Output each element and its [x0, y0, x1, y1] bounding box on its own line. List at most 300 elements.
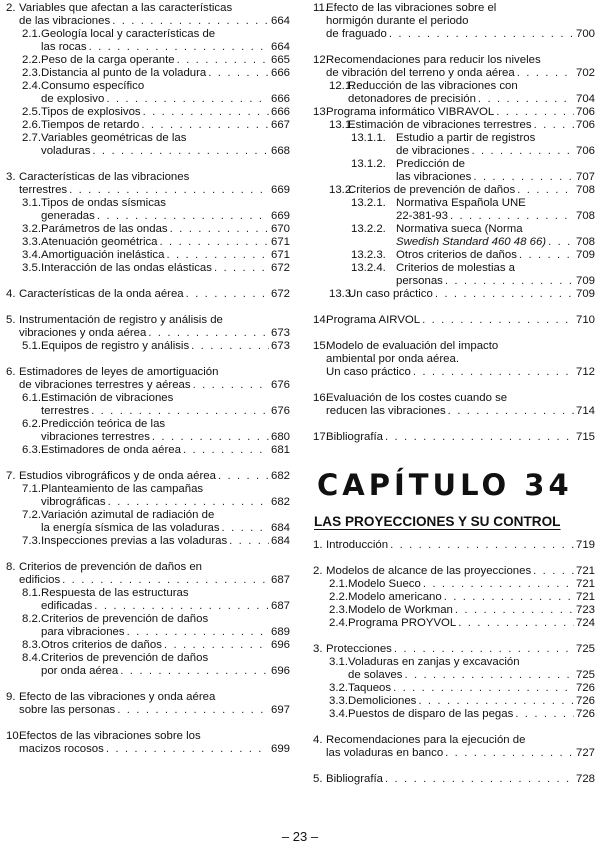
- toc-entry-number: 2.6.: [22, 119, 41, 131]
- toc-entry: [6, 509, 290, 535]
- toc-entry-number: 3.1.: [329, 656, 348, 668]
- toc-entry-text: Estimadores de leyes de amortiguación: [19, 366, 219, 378]
- toc-entry: [6, 197, 290, 223]
- chapter-subtitle: LAS PROYECCIONES Y SU CONTROL: [314, 514, 561, 529]
- toc-entry: [6, 236, 290, 249]
- dot-leader: [148, 327, 269, 340]
- toc-entry-text: Modelo Sueco: [348, 578, 421, 590]
- toc-entry-text: vibraciones y onda aérea: [19, 327, 147, 339]
- dot-leader: [418, 695, 574, 708]
- toc-entry: [6, 249, 290, 262]
- dot-leader: [496, 106, 574, 119]
- dot-leader: [515, 708, 574, 721]
- toc-entry-number: 3.3.: [329, 695, 348, 707]
- toc-entry-number: 2.1.: [22, 28, 41, 40]
- toc-entry: [313, 249, 595, 262]
- dot-leader: [389, 28, 574, 41]
- toc-entry-page: 682: [270, 496, 290, 508]
- toc-entry-page: 681: [270, 444, 290, 456]
- toc-entry-page: 680: [270, 431, 290, 443]
- toc-entry-page: 702: [575, 67, 595, 79]
- dot-leader: [117, 704, 269, 717]
- toc-entry-page: 699: [270, 743, 290, 755]
- toc-entry-text: Puestos de disparo de las pegas: [348, 708, 514, 720]
- dot-leader: [385, 431, 574, 444]
- toc-entry-text: Tipos de explosivos: [41, 106, 141, 118]
- toc-entry-page: 666: [270, 93, 290, 105]
- dot-leader: [458, 617, 574, 630]
- toc-entry-text: Swedish Standard 460 48 66): [396, 236, 547, 248]
- toc-entry-text: Bibliografía: [326, 431, 383, 443]
- dot-leader: [394, 643, 574, 656]
- dot-leader: [120, 665, 269, 678]
- toc-entry-number: 3.4.: [22, 249, 41, 261]
- toc-entry-text: Reducción de las vibraciones con: [348, 80, 518, 92]
- toc-entry-number: 7.: [6, 470, 16, 482]
- toc-entry-number: 2.3.: [22, 67, 41, 79]
- dot-leader: [534, 119, 574, 132]
- toc-entry: [6, 691, 290, 717]
- toc-entry: [6, 314, 290, 340]
- toc-entry-text: Peso de la carga operante: [41, 54, 175, 66]
- toc-entry: [313, 431, 595, 444]
- toc-entry-text: Normativa sueca (Norma: [396, 223, 523, 235]
- toc-entry-number: 4.: [6, 288, 16, 300]
- toc-entry-text: de vibraciones terrestres y aéreas: [19, 379, 191, 391]
- toc-entry-text: Efecto de las vibraciones sobre el: [326, 2, 497, 14]
- toc-entry-number: 2.5.: [22, 106, 41, 118]
- toc-entry-page: 710: [575, 314, 595, 326]
- toc-entry: [6, 262, 290, 275]
- dot-leader: [229, 535, 269, 548]
- toc-entry-text: Criterios de prevención de daños en: [19, 561, 202, 573]
- toc-entry: [313, 2, 595, 41]
- toc-entry: [313, 617, 595, 630]
- toc-entry: [6, 106, 290, 119]
- toc-entry-number: 11.: [313, 2, 328, 14]
- toc-entry-text: Consumo específico: [41, 80, 145, 92]
- toc-entry: [313, 565, 595, 578]
- toc-left-column: [6, 2, 290, 756]
- toc-entry-number: 13.2.3.: [351, 249, 386, 261]
- toc-entry-text: Programa PROYVOL: [348, 617, 457, 629]
- toc-entry-text: macizos rocosos: [19, 743, 104, 755]
- toc-entry-text: Instrumentación de registro y análisis de: [19, 314, 223, 326]
- dot-leader: [473, 171, 574, 184]
- toc-entry-number: 13.1.: [329, 119, 355, 131]
- toc-entry: [6, 613, 290, 639]
- toc-entry-text: edificadas: [41, 600, 93, 612]
- toc-entry-text: vibraciones terrestres: [41, 431, 150, 443]
- toc-entry-text: Criterios de prevención de daños: [348, 184, 516, 196]
- dot-leader: [222, 522, 269, 535]
- toc-entry-number: 2.: [6, 2, 16, 14]
- toc-entry-number: 8.4.: [22, 652, 41, 664]
- toc-entry-page: 664: [270, 15, 290, 27]
- toc-entry-number: 13.2.4.: [351, 262, 386, 274]
- toc-entry: [6, 2, 290, 28]
- toc-entry-text: Predicción de: [396, 158, 466, 170]
- toc-entry-page: 670: [270, 223, 290, 235]
- toc-entry-number: 10.: [6, 730, 22, 742]
- toc-entry-page: 723: [575, 604, 595, 616]
- toc-entry-page: 726: [575, 708, 595, 720]
- toc-entry-number: 8.1.: [22, 587, 41, 599]
- toc-entry-number: 13.3.: [329, 288, 355, 300]
- toc-entry: [313, 708, 595, 721]
- toc-entry: [313, 539, 595, 552]
- toc-entry-text: Recomendaciones para reducir los niveles: [326, 54, 541, 66]
- toc-entry-number: 2.1.: [329, 578, 348, 590]
- toc-entry-text: Demoliciones: [348, 695, 417, 707]
- toc-entry-text: sobre las personas: [19, 704, 116, 716]
- toc-entry-page: 709: [575, 249, 595, 261]
- toc-entry-number: 3.2.: [22, 223, 41, 235]
- toc-entry-number: 7.1.: [22, 483, 41, 495]
- toc-entry: [313, 392, 595, 418]
- toc-entry-text: Estimadores de onda aérea: [41, 444, 181, 456]
- dot-leader: [164, 639, 269, 652]
- dot-leader: [445, 747, 574, 760]
- toc-entry-text: Efectos de las vibraciones sobre los: [19, 730, 201, 742]
- toc-entry: [313, 54, 595, 80]
- toc-entry-page: 684: [270, 535, 290, 547]
- toc-entry-number: 4.: [313, 734, 323, 746]
- toc-entry: [6, 366, 290, 392]
- toc-entry-number: 5.: [313, 773, 323, 785]
- toc-entry-number: 6.2.: [22, 418, 41, 430]
- toc-entry-number: 12.1.: [329, 80, 355, 92]
- dot-leader: [166, 249, 269, 262]
- toc-entry-page: 715: [575, 431, 595, 443]
- toc-entry-number: 16.: [313, 392, 329, 404]
- toc-entry: [6, 340, 290, 353]
- toc-entry: [313, 604, 595, 617]
- dot-leader: [413, 366, 574, 379]
- toc-entry-text: de vibraciones: [396, 145, 470, 157]
- toc-entry-page: 708: [575, 236, 595, 248]
- toc-entry: [313, 184, 595, 197]
- toc-entry-text: para vibraciones: [41, 626, 125, 638]
- dot-leader: [152, 431, 269, 444]
- toc-entry-number: 3.4.: [329, 708, 348, 720]
- toc-entry-text: Otros criterios de daños: [396, 249, 517, 261]
- toc-entry-text: Planteamiento de las campañas: [41, 483, 204, 495]
- toc-entry-text: Un caso práctico: [326, 366, 411, 378]
- toc-entry-text: reducen las vibraciones: [326, 405, 446, 417]
- toc-entry-page: 704: [575, 93, 595, 105]
- dot-leader: [141, 119, 269, 132]
- dot-leader: [517, 184, 574, 197]
- toc-entry-text: Características de la onda aérea: [19, 288, 184, 300]
- toc-entry-page: 696: [270, 639, 290, 651]
- toc-entry: [6, 28, 290, 54]
- toc-entry-number: 8.2.: [22, 613, 41, 625]
- toc-entry-page: 666: [270, 106, 290, 118]
- toc-entry-page: 696: [270, 665, 290, 677]
- toc-entry-number: 13.2.2.: [351, 223, 386, 235]
- toc-entry-number: 6.3.: [22, 444, 41, 456]
- dot-leader: [422, 314, 574, 327]
- toc-entry-number: 3.: [313, 643, 323, 655]
- toc-entry: [313, 158, 595, 184]
- toc-entry: [313, 132, 595, 158]
- toc-entry-page: 726: [575, 695, 595, 707]
- toc-entry-text: Estimación de vibraciones terrestres: [348, 119, 532, 131]
- toc-entry-text: Introducción: [326, 539, 389, 551]
- chapter-heading: CAPÍTULO 34: [317, 468, 573, 502]
- toc-entry-page: 725: [575, 643, 595, 655]
- dot-leader: [177, 54, 269, 67]
- toc-entry-page: 684: [270, 522, 290, 534]
- toc-entry-text: Respuesta de las estructuras: [41, 587, 189, 599]
- toc-entry-text: edificios: [19, 574, 61, 586]
- dot-leader: [444, 591, 574, 604]
- toc-entry-text: Otros criterios de daños: [41, 639, 162, 651]
- toc-entry-text: Recomendaciones para la ejecución de: [326, 734, 526, 746]
- dot-leader: [143, 106, 269, 119]
- toc-entry-page: 672: [270, 262, 290, 274]
- dot-leader: [170, 223, 269, 236]
- dot-leader: [478, 93, 574, 106]
- toc-entry-page: 676: [270, 379, 290, 391]
- toc-entry-text: Estudios vibrográficos y de onda aérea: [19, 470, 216, 482]
- toc-entry-text: la energía sísmica de las voladuras: [41, 522, 220, 534]
- toc-entry-page: 727: [575, 747, 595, 759]
- toc-entry-text: Equipos de registro y análisis: [41, 340, 190, 352]
- toc-entry-text: Variación azimutal de radiación de: [41, 509, 215, 521]
- toc-entry: [6, 470, 290, 483]
- toc-entry: [313, 262, 595, 288]
- dot-leader: [471, 145, 574, 158]
- toc-entry-number: 7.3.: [22, 535, 41, 547]
- toc-entry-text: de explosivo: [41, 93, 105, 105]
- toc-entry-text: Modelo de Workman: [348, 604, 453, 616]
- toc-entry-page: 687: [270, 574, 290, 586]
- toc-entry-text: Predicción teórica de las: [41, 418, 166, 430]
- toc-entry-number: 2.4.: [329, 617, 348, 629]
- toc-entry: [313, 695, 595, 708]
- toc-entry: [6, 54, 290, 67]
- dot-leader: [445, 275, 574, 288]
- toc-entry: [313, 288, 595, 301]
- toc-entry-number: 5.1.: [22, 340, 41, 352]
- dot-leader: [97, 210, 269, 223]
- dot-leader: [91, 405, 269, 418]
- dot-leader: [191, 340, 269, 353]
- toc-entry-page: 709: [575, 288, 595, 300]
- dot-leader: [435, 288, 574, 301]
- toc-entry-text: Estimación de vibraciones: [41, 392, 174, 404]
- toc-entry-page: 676: [270, 405, 290, 417]
- toc-entry-number: 2.2.: [329, 591, 348, 603]
- dot-leader: [385, 773, 574, 786]
- toc-entry: [6, 483, 290, 509]
- toc-entry: [6, 639, 290, 652]
- toc-entry-number: 6.1.: [22, 392, 41, 404]
- dot-leader: [112, 15, 269, 28]
- toc-entry: [313, 682, 595, 695]
- toc-entry-text: de vibración del terreno y onda aérea: [326, 67, 515, 79]
- dot-leader: [423, 578, 574, 591]
- dot-leader: [127, 626, 269, 639]
- toc-entry: [313, 80, 595, 106]
- toc-entry-text: Modelos de alcance de las proyecciones: [326, 565, 532, 577]
- toc-entry-text: de fraguado: [326, 28, 387, 40]
- toc-entry: [6, 132, 290, 158]
- toc-entry-page: 697: [270, 704, 290, 716]
- toc-entry-text: Atenuación geométrica: [41, 236, 158, 248]
- toc-entry-text: Criterios de molestias a: [396, 262, 516, 274]
- toc-entry-text: hormigón durante el periodo: [326, 15, 469, 27]
- dot-leader: [92, 145, 269, 158]
- toc-entry-page: 706: [575, 106, 595, 118]
- toc-entry-number: 8.3.: [22, 639, 41, 651]
- toc-entry-number: 17.: [313, 431, 329, 443]
- toc-entry-number: 7.2.: [22, 509, 41, 521]
- page-number: – 23 –: [281, 829, 319, 844]
- toc-entry-text: Programa informático VIBRAVOL: [326, 106, 495, 118]
- toc-entry: [6, 67, 290, 80]
- toc-entry-number: 3.2.: [329, 682, 348, 694]
- toc-entry-number: 2.3.: [329, 604, 348, 616]
- toc-entry-text: Características de las vibraciones: [19, 171, 190, 183]
- toc-entry: [6, 392, 290, 418]
- toc-entry-number: 15.: [313, 340, 329, 352]
- dot-leader: [108, 496, 269, 509]
- toc-entry-text: ambiental por onda aérea.: [326, 353, 459, 365]
- toc-entry-page: 668: [270, 145, 290, 157]
- dot-leader: [448, 405, 574, 418]
- dot-leader: [106, 743, 269, 756]
- toc-entry-text: Variables geométricas de las: [41, 132, 187, 144]
- toc-entry-text: de las vibraciones: [19, 15, 111, 27]
- toc-entry-page: 700: [575, 28, 595, 40]
- dot-leader: [533, 565, 574, 578]
- toc-entry-page: 714: [575, 405, 595, 417]
- dot-leader: [450, 210, 574, 223]
- toc-entry-text: Parámetros de las ondas: [41, 223, 168, 235]
- toc-entry: [313, 106, 595, 119]
- dot-leader: [186, 288, 269, 301]
- toc-entry-number: 2.7.: [22, 132, 41, 144]
- toc-entry-text: detonadores de precisión: [348, 93, 476, 105]
- toc-entry-text: 22-381-93: [396, 210, 448, 222]
- dot-leader: [390, 539, 574, 552]
- toc-entry-page: 712: [575, 366, 595, 378]
- toc-entry-page: 721: [575, 578, 595, 590]
- toc-entry-text: Efecto de las vibraciones y onda aérea: [19, 691, 216, 703]
- toc-entry-text: terrestres: [41, 405, 90, 417]
- toc-entry-number: 9.: [6, 691, 16, 703]
- dot-leader: [160, 236, 269, 249]
- toc-entry-number: 14.: [313, 314, 329, 326]
- toc-entry-page: 724: [575, 617, 595, 629]
- toc-entry: [6, 288, 290, 301]
- toc-entry-page: 682: [270, 470, 290, 482]
- toc-entry-page: 728: [575, 773, 595, 785]
- toc-entry: [6, 80, 290, 106]
- toc-entry-text: Interacción de las ondas elásticas: [41, 262, 212, 274]
- toc-entry: [313, 197, 595, 223]
- toc-entry-text: de solaves: [348, 669, 403, 681]
- toc-entry: [313, 340, 595, 379]
- toc-entry-page: 689: [270, 626, 290, 638]
- dot-leader: [404, 669, 574, 682]
- toc-entry-page: 721: [575, 565, 595, 577]
- dot-leader: [214, 262, 269, 275]
- dot-leader: [218, 470, 269, 483]
- toc-entry-text: por onda aérea: [41, 665, 119, 677]
- toc-entry-page: 708: [575, 184, 595, 196]
- toc-entry-text: Amortiguación inelástica: [41, 249, 165, 261]
- dot-leader: [62, 574, 269, 587]
- dot-leader: [517, 67, 574, 80]
- toc-entry-text: generadas: [41, 210, 95, 222]
- toc-entry-number: 1.: [313, 539, 323, 551]
- toc-entry-text: Tiempos de retardo: [41, 119, 140, 131]
- toc-entry: [6, 652, 290, 678]
- toc-entry-text: Inspecciones previas a las voladuras: [41, 535, 228, 547]
- toc-entry-text: vibrográficas: [41, 496, 106, 508]
- toc-entry-page: 726: [575, 682, 595, 694]
- dot-leader: [208, 67, 269, 80]
- toc-entry-text: Modelo de evaluación del impacto: [326, 340, 499, 352]
- dot-leader: [393, 682, 574, 695]
- toc-entry-number: 13.2.1.: [351, 197, 386, 209]
- toc-entry-number: 13.1.2.: [351, 158, 386, 170]
- toc-entry: [313, 314, 595, 327]
- toc-entry-text: Bibliografía: [326, 773, 383, 785]
- toc-entry: [6, 730, 290, 756]
- toc-entry-text: Variables que afectan a las características: [19, 2, 233, 14]
- toc-entry-page: 706: [575, 145, 595, 157]
- toc-entry-number: 6.: [6, 366, 16, 378]
- toc-entry-text: Evaluación de los costes cuando se: [326, 392, 508, 404]
- toc-entry-page: 673: [270, 327, 290, 339]
- toc-entry: [6, 587, 290, 613]
- toc-entry: [6, 561, 290, 587]
- toc-entry-page: 671: [270, 236, 290, 248]
- toc-entry-text: Taqueos: [348, 682, 392, 694]
- toc-entry-number: 2.2.: [22, 54, 41, 66]
- toc-entry-text: Programa AIRVOL: [326, 314, 421, 326]
- toc-entry-number: 13.2.: [329, 184, 355, 196]
- toc-entry-number: 12.: [313, 54, 329, 66]
- toc-entry-text: Criterios de prevención de daños: [41, 652, 209, 664]
- toc-entry-page: 707: [575, 171, 595, 183]
- toc-entry-page: 719: [575, 539, 595, 551]
- toc-entry: [6, 444, 290, 457]
- dot-leader: [183, 444, 269, 457]
- toc-entry-page: 708: [575, 210, 595, 222]
- toc-entry-text: Un caso práctico: [348, 288, 433, 300]
- toc-entry-page: 706: [575, 119, 595, 131]
- dot-leader: [548, 236, 574, 249]
- toc-entry-text: voladuras: [41, 145, 91, 157]
- toc-entry-number: 5.: [6, 314, 16, 326]
- toc-entry-text: Distancia al punto de la voladura: [41, 67, 207, 79]
- toc-entry-number: 2.: [313, 565, 323, 577]
- toc-entry-page: 671: [270, 249, 290, 261]
- toc-entry: [6, 119, 290, 132]
- toc-entry-text: Criterios de prevención de daños: [41, 613, 209, 625]
- toc-entry: [6, 418, 290, 444]
- toc-entry-page: 669: [270, 210, 290, 222]
- toc-entry-text: terrestres: [19, 184, 68, 196]
- toc-entry-number: 3.5.: [22, 262, 41, 274]
- toc-entry-text: Tipos de ondas sísmicas: [41, 197, 166, 209]
